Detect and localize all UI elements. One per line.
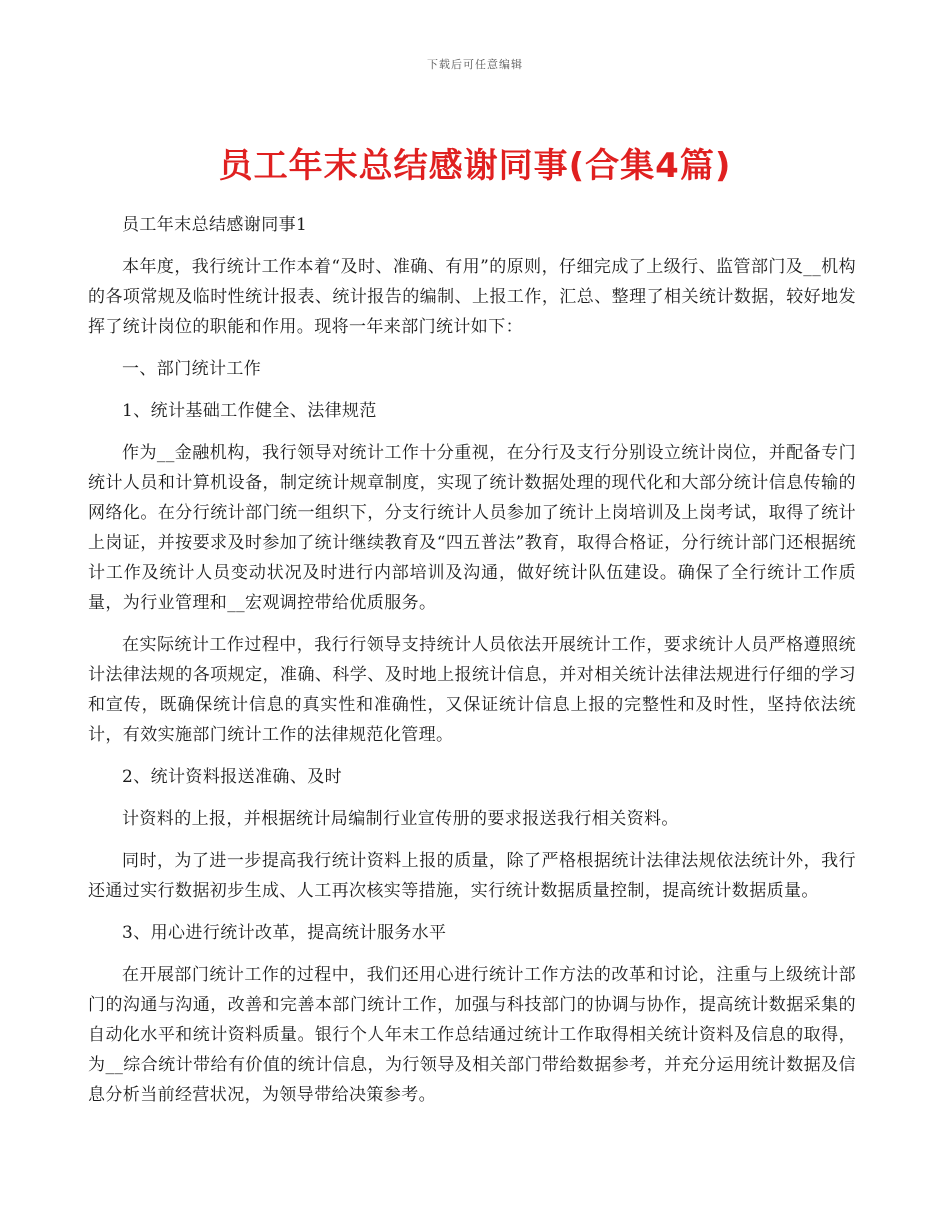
body-paragraph: 同时，为了进一步提高我行统计资料上报的质量，除了严格根据统计法律法规依法统计外，我行还通过实行数据初步生成、人工再次核实等措施，实行统计数据质量控制，提高统计数据质量。 [88, 851, 856, 901]
body-paragraph: 本年度，我行统计工作本着“及时、准确、有用”的原则，仔细完成了上级行、监管部门及__机构的各项常规及临时性统计报表、统计报告的编制、上报工作，汇总、整理了相关统计数据，较好地发挥了统计岗位的职能和作用。现将一年来部门统计如下： [88, 257, 856, 337]
subsection-heading: 3、用心进行统计改革，提高统计服务水平 [122, 923, 447, 943]
body-paragraph: 在开展部门统计工作的过程中，我们还用心进行统计工作方法的改革和讨论，注重与上级统计部门的沟通与沟通，改善和完善本部门统计工作，加强与科技部门的协调与协作，提高统计数据采集的自动化水平和统计资料质量。银行个人年末工作总结通过统计工作取得相关统计资料及信息的取得，为__综合统计带给有价值的统计信息，为行领导及相关部门带给数据参考，并充分运用统计数据及信息分析当前经营状况，为领导带给决策参考。 [88, 965, 856, 1105]
document-body [88, 210, 856, 1122]
body-paragraph: 在实际统计工作过程中，我行行领导支持统计人员依法开展统计工作，要求统计人员严格遵照统计法律法规的各项规定，准确、科学、及时地上报统计信息，并对相关统计法律法规进行仔细的学习和宣传，既确保统计信息的真实性和准确性，又保证统计信息上报的完整性和及时性，坚持依法统计，有效实施部门统计工作的法律规范化管理。 [88, 635, 856, 745]
body-paragraph: 作为__金融机构，我行领导对统计工作十分重视，在分行及支行分别设立统计岗位，并配备专门统计人员和计算机设备，制定统计规章制度，实现了统计数据处理的现代化和大部分统计信息传输的网络化。在分行统计部门统一组织下，分支行统计人员参加了统计上岗培训及上岗考试，取得了统计上岗证，并按要求及时参加了统计继续教育及“四五普法”教育，取得合格证，分行统计部门还根据统计工作及统计人员变动状况及时进行内部培训及沟通，做好统计队伍建设。确保了全行统计工作质量，为行业管理和__宏观调控带给优质服务。 [88, 443, 856, 613]
document-title: 员工年末总结感谢同事(合集4篇) [218, 146, 732, 186]
section-heading: 员工年末总结感谢同事1 [122, 215, 308, 235]
section-heading: 一、部门统计工作 [122, 359, 262, 379]
header-note: 下载后可任意编辑 [427, 58, 523, 71]
subsection-heading: 1、统计基础工作健全、法律规范 [122, 401, 377, 421]
body-paragraph: 计资料的上报，并根据统计局编制行业宣传册的要求报送我行相关资料。 [122, 809, 679, 829]
subsection-heading: 2、统计资料报送准确、及时 [122, 767, 343, 787]
